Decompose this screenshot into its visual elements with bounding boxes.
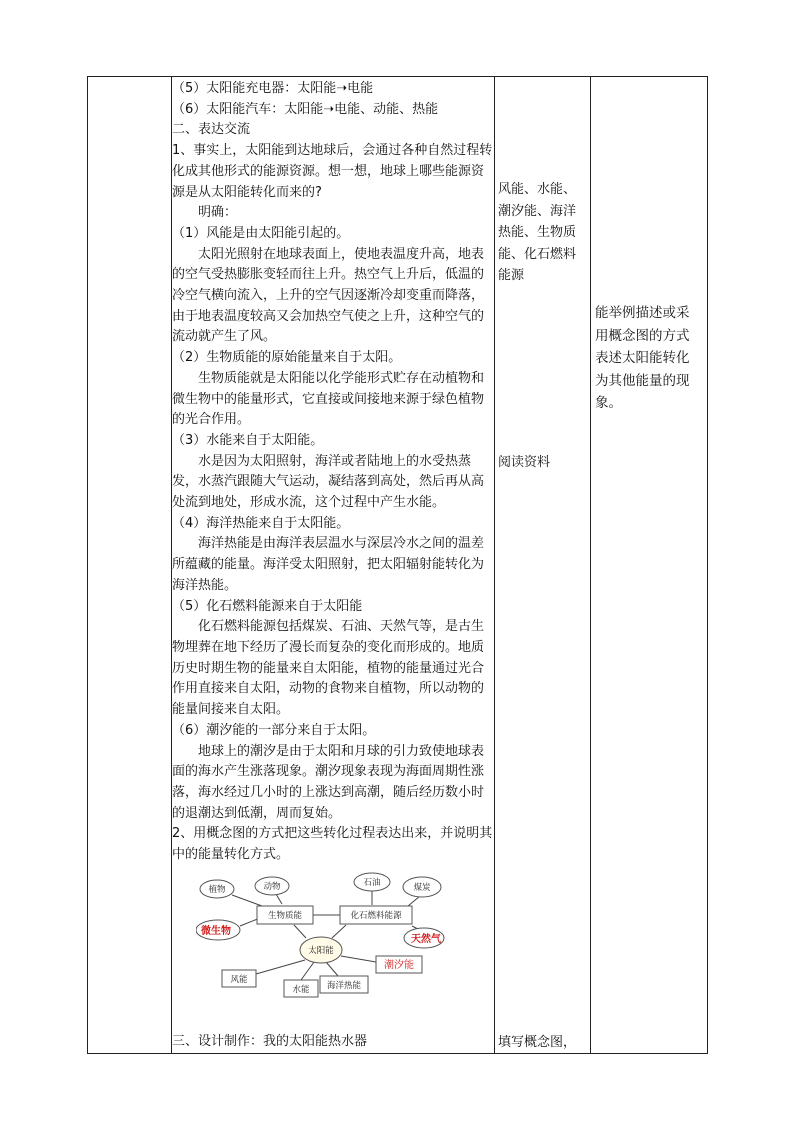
column-divider [494, 77, 495, 1053]
line-solar-car: （6）太阳能汽车：太阳能➝电能、动能、热能 [172, 101, 439, 117]
edge-animal-biomass [276, 894, 282, 904]
point-tide: （6）潮汐能的一部分来自于太阳。 [172, 722, 376, 738]
section-heading-design: 三、设计制作：我的太阳能热水器 [172, 1034, 368, 1049]
clarify-label: 明确： [198, 205, 238, 221]
question-1: 1、事实上，太阳能到达地球后，会通过各种自然过程转化成其他形式的能源资源。想一想，地球上哪些能源资源是从太阳能转化而来的? [172, 143, 493, 200]
line-solar-charger: （5）太阳能充电器：太阳能➝电能 [172, 81, 374, 96]
fossil-label: 化石燃料能源 [350, 910, 402, 921]
gas-label: 天然气 [411, 933, 441, 945]
point-water: （3）水能来自于太阳能。 [172, 432, 324, 448]
lesson-table [87, 76, 708, 1054]
microbe-label: 微生物 [201, 925, 231, 937]
oil-label: 石油 [363, 877, 381, 888]
question-2: 2、用概念图的方式把这些转化过程表达出来，并说明其中的能量转化方式。 [172, 826, 493, 863]
animal-label: 动物 [263, 881, 281, 892]
tide-label: 潮汐能 [384, 959, 414, 971]
wind-label: 风能 [230, 974, 248, 985]
activity-read-material: 阅读资料 [498, 455, 551, 470]
column-divider [590, 77, 591, 1053]
activity-energy-sources: 风能、水能、潮汐能、海洋热能、生物质能、化石燃料能源 [498, 182, 577, 283]
edge-coal-fossil [408, 896, 420, 906]
edge-sun-tide [341, 956, 376, 962]
edge-sun-fossil [332, 925, 346, 938]
activity-fill-map: 填写概念图， [498, 1035, 577, 1050]
teaching-content-column [172, 79, 494, 1002]
para-water: 水是因为太阳照射，海洋或者陆地上的水受热蒸发，水蒸汽跟随大气运动，凝结落到高处，然后再从高处流到地处，形成水流，这个过程中产生水能。 [172, 453, 485, 511]
biomass-label: 生物质能 [267, 910, 303, 921]
learning-goal: 能举例描述或采用概念图的方式表述太阳能转化为其他能量的现象。 [595, 305, 690, 411]
para-ocean: 海洋热能是由海洋表层温水与深层冷水之间的温差所蕴藏的能量。海洋受太阳照射，把太阳辐射能转化为海洋热能。 [172, 536, 485, 593]
para-tide: 地球上的潮汐是由于太阳和月球的引力致使地球表面的海水产生涨落现象。潮汐现象表现为海面周期性涨落，海水经过几小时的上涨达到高潮，随后经历数小时的退潮达到低潮，周而复始。 [172, 743, 485, 821]
section-heading-exchange: 二、表达交流 [172, 122, 251, 138]
edge-plant-biomass [232, 895, 262, 906]
para-biomass: 生物质能就是太阳能以化学能形式贮存在动植物和微生物中的能量形式，它直接或间接地来源于绿色植物的光合作用。 [172, 370, 485, 428]
edge-sun-ocean [326, 962, 338, 976]
point-fossil: （5）化石燃料能源来自于太阳能 [172, 598, 363, 614]
ocean-label: 海洋热能 [326, 980, 362, 991]
para-wind: 太阳光照射在地球表面上，使地表温度升高，地表的空气受热膨胀变轻而往上升。热空气上升后，低温的冷空气横向流入，上升的空气因逐渐冷却变重而降落，由于地表温度较高又会加热空气使之上升，这种空气的流动就产生了风。 [172, 246, 485, 345]
point-ocean: （4）海洋热能来自于太阳能。 [172, 515, 350, 531]
edge-sun-biomass [294, 925, 306, 938]
water-label: 水能 [292, 984, 310, 995]
plant-label: 植物 [208, 884, 226, 895]
coal-label: 煤炭 [413, 882, 431, 893]
point-biomass: （2）生物质能的原始能量来自于太阳。 [172, 350, 402, 366]
concept-map [196, 872, 446, 1002]
para-fossil: 化石燃料能源包括煤炭、石油、天然气等，是古生物埋葬在地下经历了漫长而复杂的变化而形成的。地质历史时期生物的能量来自太阳能，植物的能量通过光合作用直接来自太阳，动物的食物来自植物，所以动物的能量间接来自太阳。 [172, 619, 485, 718]
edge-sun-wind [256, 960, 305, 974]
sun-label: 太阳能 [308, 945, 334, 956]
edge-sun-water [301, 962, 314, 980]
point-wind: （1）风能是由太阳能引起的。 [172, 225, 350, 241]
